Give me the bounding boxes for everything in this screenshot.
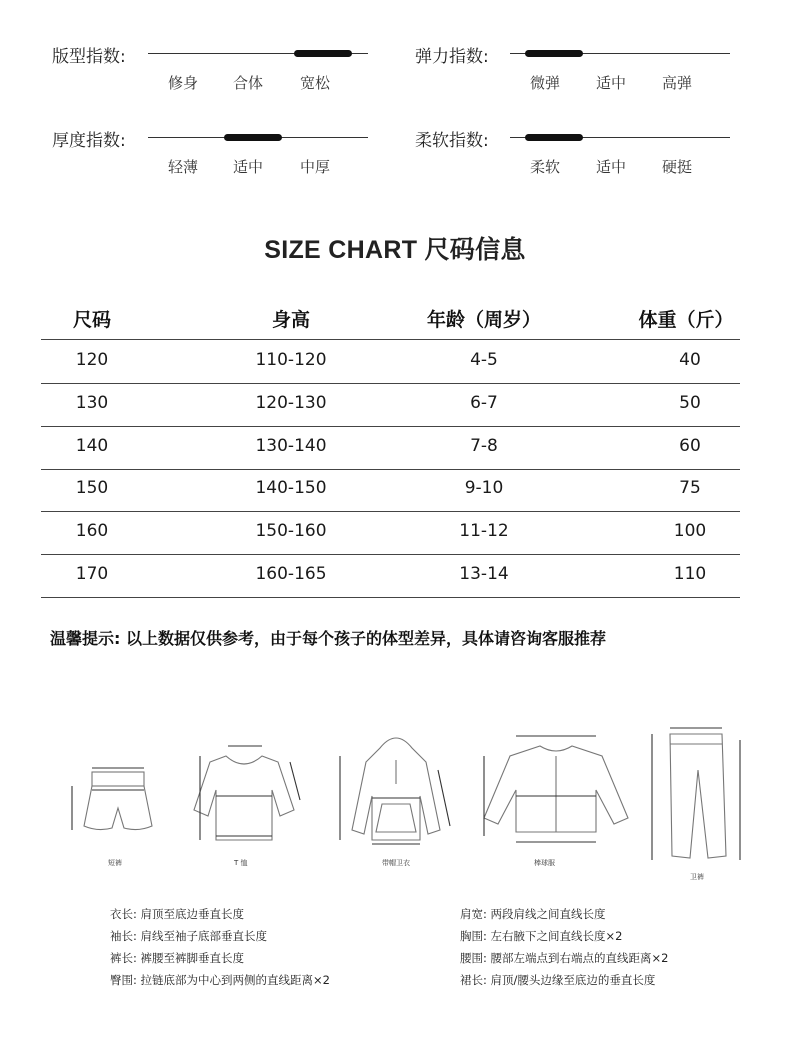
table-row-divider bbox=[41, 511, 740, 512]
header-height: 身高 bbox=[271, 309, 311, 331]
table-cell: 150 bbox=[75, 478, 109, 499]
fit-option-1: 修身 bbox=[168, 74, 199, 92]
table-cell: 6-7 bbox=[470, 392, 498, 413]
table-cell: 170 bbox=[75, 564, 109, 584]
header-age: 年龄（周岁） bbox=[426, 309, 542, 331]
caption-pants: 卫裤 bbox=[690, 873, 704, 881]
table-cell: 120 bbox=[75, 350, 109, 370]
tshirt-illustration bbox=[194, 746, 300, 840]
softness-option-2: 适中 bbox=[596, 158, 627, 176]
table-row-divider bbox=[41, 597, 740, 598]
legend-sleeve-length: 袖长: 肩线至袖子底部垂直长度 bbox=[110, 929, 268, 943]
legend-chest: 胸围: 左右腋下之间直线长度×2 bbox=[460, 929, 623, 943]
table-cell: 7-8 bbox=[470, 435, 498, 456]
table-row-divider bbox=[41, 426, 740, 427]
table-cell: 160 bbox=[75, 521, 109, 542]
thickness-option-1: 轻薄 bbox=[168, 158, 199, 176]
legend-clothing-length: 衣长: 肩顶至底边垂直长度 bbox=[110, 907, 245, 921]
fit-option-3: 宽松 bbox=[300, 74, 331, 92]
caption-tshirt: T 恤 bbox=[234, 859, 248, 867]
table-row-divider bbox=[41, 469, 740, 470]
sweatpants-illustration bbox=[652, 728, 740, 860]
table-cell: 130-140 bbox=[255, 435, 327, 456]
caption-hoodie: 带帽卫衣 bbox=[382, 859, 410, 867]
table-cell: 40 bbox=[679, 350, 701, 370]
elasticity-option-3: 高弹 bbox=[662, 74, 693, 92]
elasticity-index-label: 弹力指数: bbox=[415, 47, 489, 67]
elasticity-option-1: 微弹 bbox=[530, 74, 561, 92]
legend-shoulder: 肩宽: 两段肩线之间直线长度 bbox=[460, 907, 606, 921]
fit-index-label: 版型指数: bbox=[52, 47, 126, 67]
header-size: 尺码 bbox=[72, 309, 112, 331]
hoodie-illustration bbox=[340, 738, 450, 844]
legend-skirt-length: 裙长: 肩顶/腰头边缘至底边的垂直长度 bbox=[460, 973, 656, 987]
table-cell: 11-12 bbox=[459, 521, 509, 542]
table-cell: 4-5 bbox=[470, 350, 498, 370]
table-cell: 9-10 bbox=[464, 478, 504, 499]
fit-index-marker bbox=[294, 50, 352, 57]
table-cell: 160-165 bbox=[255, 564, 327, 584]
table-cell: 60 bbox=[679, 435, 701, 456]
thickness-index-label: 厚度指数: bbox=[52, 131, 126, 151]
table-cell: 140-150 bbox=[255, 478, 327, 499]
table-cell: 140 bbox=[75, 435, 109, 456]
table-cell: 50 bbox=[679, 392, 701, 413]
caption-jacket: 棒球服 bbox=[534, 859, 555, 867]
shorts-illustration bbox=[72, 768, 152, 830]
table-row-divider bbox=[41, 383, 740, 384]
table-cell: 130 bbox=[75, 392, 109, 413]
tip-text: 温馨提示: 以上数据仅供参考，由于每个孩子的体型差异，具体请咨询客服推荐 bbox=[50, 629, 606, 648]
table-cell: 120-130 bbox=[255, 392, 327, 413]
table-cell: 110-120 bbox=[255, 350, 327, 370]
softness-index-label: 柔软指数: bbox=[415, 131, 489, 151]
elasticity-option-2: 适中 bbox=[596, 74, 627, 92]
legend-waist: 腰围: 腰部左端点到右端点的直线距离×2 bbox=[460, 951, 669, 965]
table-cell: 75 bbox=[679, 478, 701, 499]
caption-shorts: 短裤 bbox=[108, 859, 122, 867]
thickness-index-marker bbox=[224, 134, 282, 141]
softness-index-marker bbox=[525, 134, 583, 141]
table-cell: 150-160 bbox=[255, 521, 327, 542]
softness-option-3: 硬挺 bbox=[662, 158, 693, 176]
thickness-option-2: 适中 bbox=[233, 158, 264, 176]
table-cell: 100 bbox=[673, 521, 707, 542]
legend-pants-length: 裤长: 裤腰至裤脚垂直长度 bbox=[110, 951, 245, 965]
baseball-jacket-illustration bbox=[484, 736, 628, 842]
fit-option-2: 合体 bbox=[233, 74, 264, 92]
elasticity-index-marker bbox=[525, 50, 583, 57]
header-weight: 体重（斤） bbox=[638, 309, 734, 331]
softness-option-1: 柔软 bbox=[530, 158, 561, 176]
legend-hip: 臀围: 拉链底部为中心到两侧的直线距离×2 bbox=[110, 973, 330, 987]
size-chart-title: SIZE CHART 尺码信息 bbox=[264, 236, 526, 264]
table-cell: 110 bbox=[673, 564, 707, 584]
table-divider bbox=[41, 339, 740, 340]
table-cell: 13-14 bbox=[459, 564, 509, 584]
thickness-option-3: 中厚 bbox=[300, 158, 331, 176]
table-row-divider bbox=[41, 554, 740, 555]
